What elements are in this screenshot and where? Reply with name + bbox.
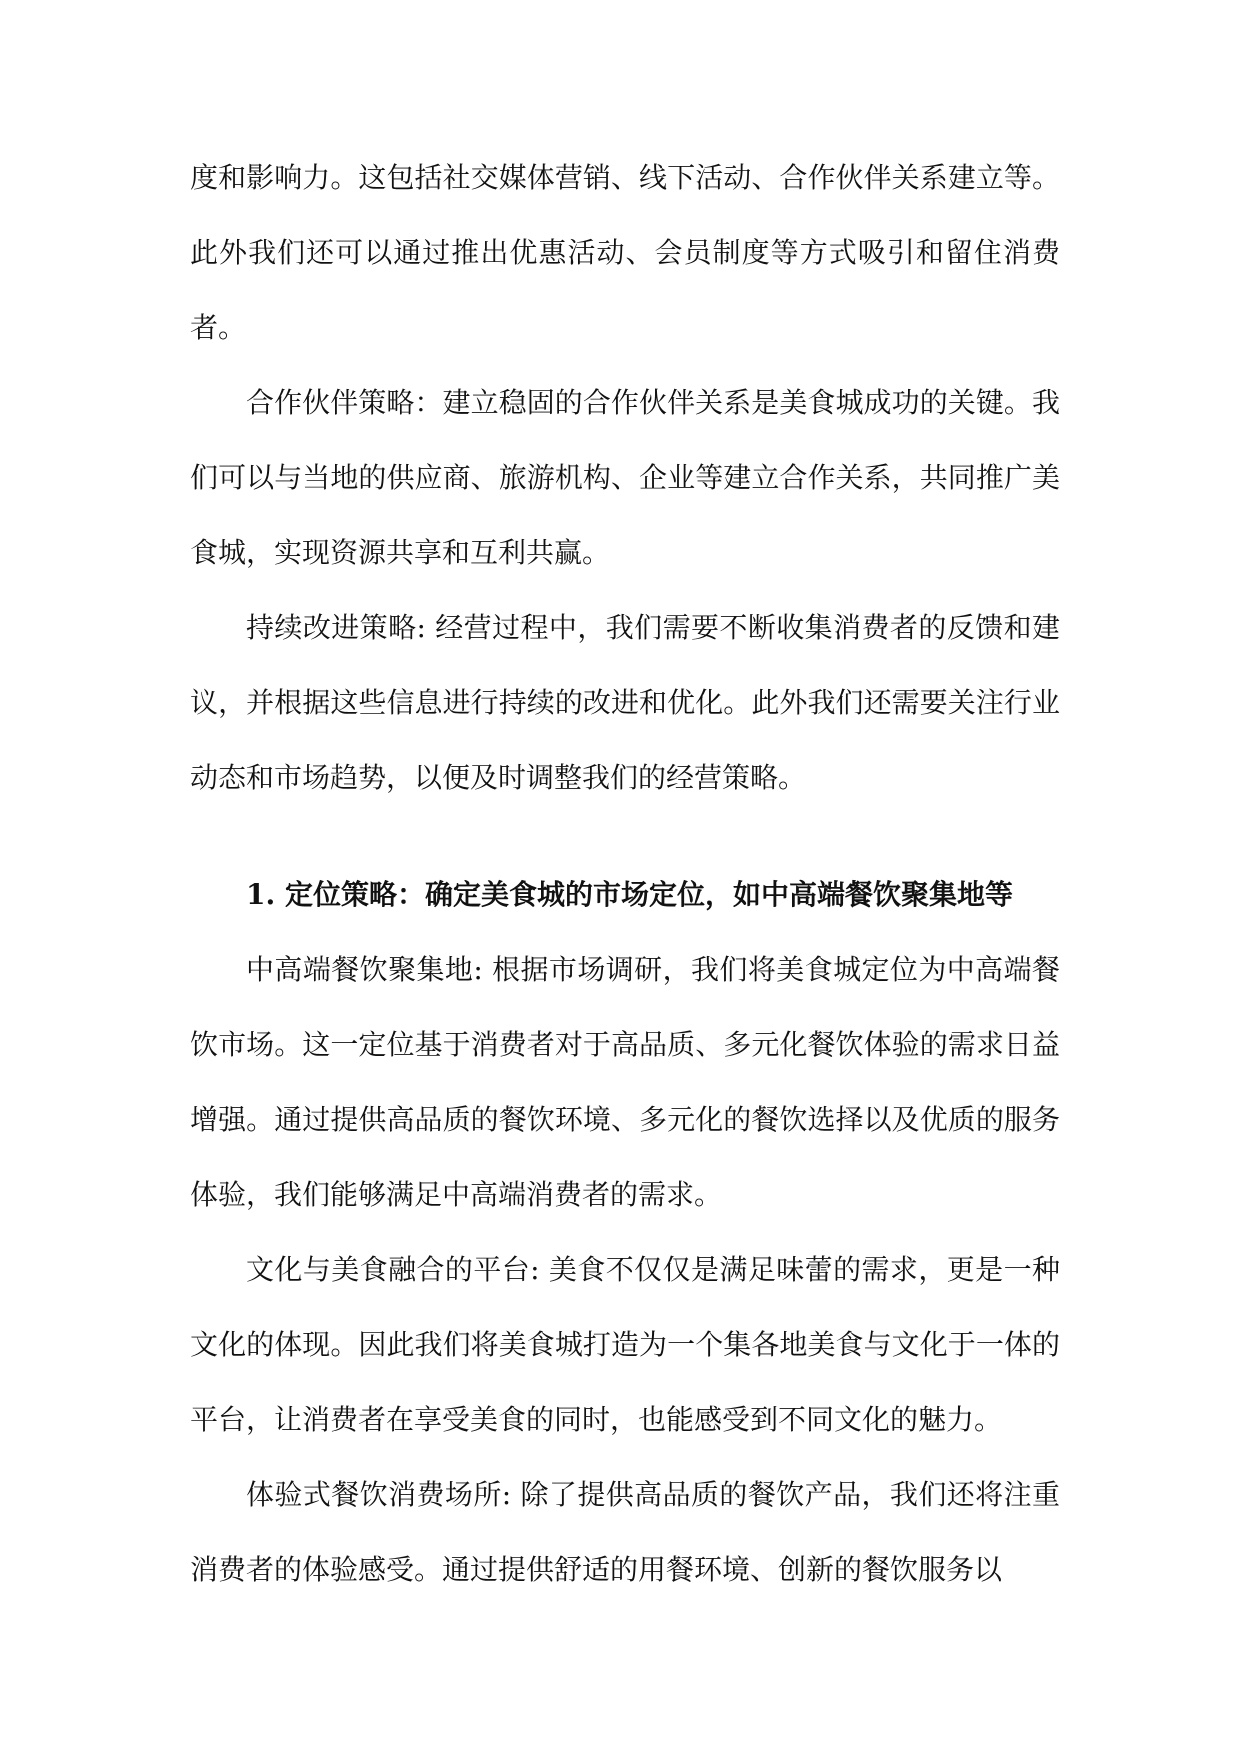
- paragraph-experience-venue: 体验式餐饮消费场所: 除了提供高品质的餐饮产品，我们还将注重消费者的体验感受。通过提供舒适的用餐环境、创新的餐饮服务以: [190, 1478, 1060, 1586]
- paragraph-mid-high-end: 中高端餐饮聚集地: 根据市场调研，我们将美食城定位为中高端餐饮市场。这一定位基于消费者对于高品质、多元化餐饮体验的需求日益增强。通过提供高品质的餐饮环境、多元化的餐饮选择以及优质的服务体验，我们能够满足中高端消费者的需求。: [190, 953, 1060, 1211]
- document-body: [190, 140, 1060, 1607]
- section-heading-positioning: 1. 定位策略：确定美食城的市场定位，如中高端餐饮聚集地等: [246, 878, 1013, 911]
- paragraph-partner-strategy: 合作伙伴策略：建立稳固的合作伙伴关系是美食城成功的关键。我们可以与当地的供应商、旅游机构、企业等建立合作关系，共同推广美食城，实现资源共享和互利共赢。: [190, 386, 1060, 569]
- paragraph-continuation: 度和影响力。这包括社交媒体营销、线下活动、合作伙伴关系建立等。此外我们还可以通过推出优惠活动、会员制度等方式吸引和留住消费者。: [190, 161, 1060, 344]
- paragraph-culture-platform: 文化与美食融合的平台: 美食不仅仅是满足味蕾的需求，更是一种文化的体现。因此我们将美食城打造为一个集各地美食与文化于一体的平台，让消费者在享受美食的同时，也能感受到不同文化的魅力。: [190, 1253, 1060, 1436]
- paragraph-improvement-strategy: 持续改进策略: 经营过程中，我们需要不断收集消费者的反馈和建议，并根据这些信息进行持续的改进和优化。此外我们还需要关注行业动态和市场趋势，以便及时调整我们的经营策略。: [190, 611, 1060, 794]
